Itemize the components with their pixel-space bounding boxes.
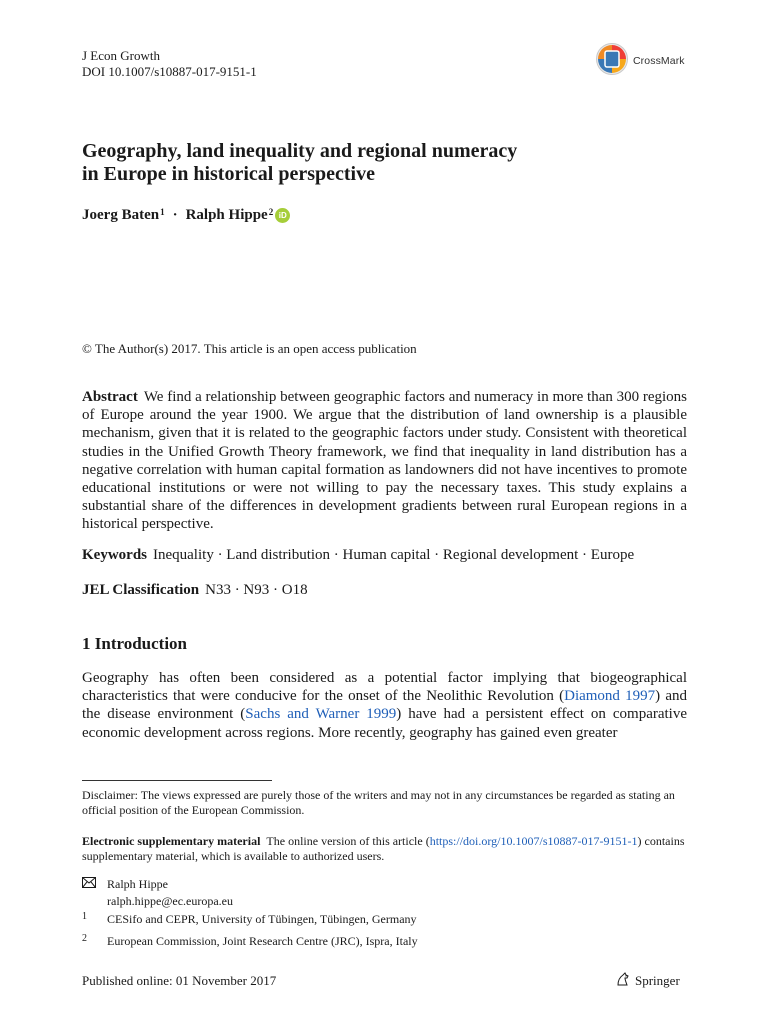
- publisher-logo: [615, 971, 680, 991]
- abstract-label: Abstract: [82, 389, 138, 405]
- crossmark-icon: [595, 42, 629, 81]
- author-list: [82, 207, 290, 224]
- abstract: [82, 388, 687, 534]
- journal-header: [82, 48, 257, 80]
- intro-text: Geography has often been considered as a potential factor implying that biogeographical characteristics that were conducive for the onset of the Neolithic Revolution (: [82, 670, 687, 705]
- keywords: [82, 547, 634, 564]
- affiliation-number: 2: [82, 933, 87, 944]
- contact-name: Ralph Hippe: [107, 877, 168, 891]
- esm-doi-link[interactable]: https://doi.org/10.1007/s10887-017-9151-1: [429, 834, 638, 848]
- author-affiliation-sup: 2: [268, 206, 274, 217]
- corresponding-author: [82, 877, 233, 909]
- jel-codes: N33 · N93 · O18: [205, 582, 308, 598]
- intro-text: ) have had a persistent effect on comparative economic development across regions. More recently, geography has gained even greater: [82, 706, 687, 741]
- orcid-icon[interactable]: iD: [275, 208, 290, 223]
- intro-text: ) and the disease environment (: [82, 688, 687, 723]
- journal-name: J Econ Growth: [82, 48, 160, 63]
- published-date: Published online: 01 November 2017: [82, 973, 277, 988]
- affiliation-text: CESifo and CEPR, University of Tübingen, Tübingen, Germany: [107, 912, 417, 926]
- esm-text: The online version of this article (: [266, 834, 430, 848]
- affiliation-text: European Commission, Joint Research Centre (JRC), Ispra, Italy: [107, 934, 418, 948]
- jel-classification: [82, 582, 308, 599]
- abstract-text: We find a relationship between geographic factors and numeracy in more than 300 regions of Europe around the year 1900. We argue that the distribution of land ownership is a plausible mechanism, given that it is related to the geographic factors under study. Consistent with theoretical studies in the Unified Growth Theory framework, we find that inequality in land distribution has a negative correlation with human capital formation as landowners did not have incentives to promote educational institutions or were not willing to pay the necessary taxes. This study explains a substantial share of the differences in development gradients between rural European regions in a historical perspective.: [82, 389, 688, 533]
- jel-label: JEL Classification: [82, 582, 200, 598]
- publisher-name: Springer: [635, 973, 680, 988]
- supplementary-material-note: [82, 834, 687, 864]
- title-line-2: in Europe in historical perspective: [82, 163, 375, 185]
- copyright-notice: © The Author(s) 2017. This article is an open access publication: [82, 341, 417, 356]
- envelope-icon: [82, 877, 107, 892]
- author-separator: ·: [172, 207, 178, 223]
- affiliation-2: [82, 934, 418, 949]
- esm-text: ) contains supplementary material, which is available to authorized users.: [82, 834, 685, 863]
- section-heading-introduction: 1 Introduction: [82, 634, 188, 653]
- article-title: [82, 140, 642, 186]
- keywords-text: Inequality · Land distribution · Human capital · Regional development · Europe: [153, 547, 635, 563]
- disclaimer-footnote: Disclaimer: The views expressed are purely those of the writers and may not in any circumstances be regarded as stating an official position of the European Commission.: [82, 788, 675, 817]
- citation-diamond[interactable]: Diamond 1997: [564, 688, 656, 705]
- doi: DOI 10.1007/s10887-017-9151-1: [82, 64, 257, 79]
- citation-sachs-warner[interactable]: Sachs and Warner 1999: [245, 706, 397, 723]
- keywords-label: Keywords: [82, 547, 147, 563]
- contact-email[interactable]: ralph.hippe@ec.europa.eu: [107, 894, 233, 908]
- title-line-1: Geography, land inequality and regional numeracy: [82, 140, 518, 162]
- footnote-rule: [82, 780, 272, 781]
- crossmark-label: CrossMark: [633, 55, 685, 67]
- springer-horse-icon: [615, 971, 631, 991]
- affiliation-number: 1: [82, 911, 87, 922]
- introduction-paragraph: [82, 669, 687, 742]
- affiliation-1: [82, 912, 417, 927]
- author-affiliation-sup: 1: [160, 206, 165, 217]
- esm-label: Electronic supplementary material: [82, 834, 261, 848]
- crossmark-badge[interactable]: [595, 44, 685, 78]
- author-baten[interactable]: Joerg Baten: [82, 207, 160, 223]
- author-hippe[interactable]: Ralph Hippe: [185, 207, 268, 223]
